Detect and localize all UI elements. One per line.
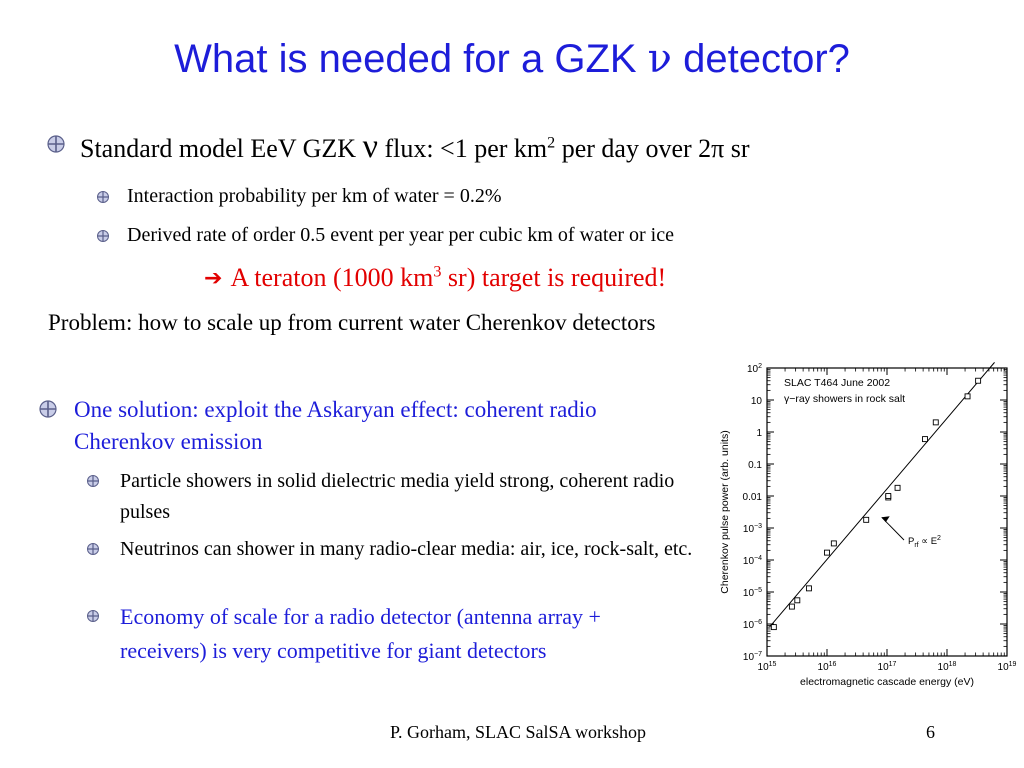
y-axis-label: Cherenkov pulse power (arb. units) <box>719 430 731 594</box>
nu-symbol: ν <box>362 128 378 165</box>
title-text-post: detector? <box>672 37 850 81</box>
sub-bullet-derived-rate-text: Derived rate of order 0.5 event per year per cubic km of water or ice <box>127 224 674 246</box>
bullet1-text-a: Standard model EeV GZK <box>80 134 363 163</box>
arrow-right-icon: ➔ <box>204 266 223 291</box>
slide-title <box>0 36 1024 82</box>
circle-plus-bullet-icon <box>86 542 100 556</box>
y-tick-label: 0.1 <box>748 460 762 471</box>
teraton-highlight <box>204 263 666 293</box>
sub-bullet-particle-showers-text: Particle showers in solid dielectric media yield strong, coherent radio pulses <box>120 470 675 523</box>
teraton-superscript: 3 <box>433 263 442 281</box>
data-point <box>831 541 836 546</box>
bullet-standard-model <box>46 128 750 166</box>
sub-bullet-neutrinos <box>86 534 706 565</box>
x-axis-label: electromagnetic cascade energy (eV) <box>800 676 974 688</box>
data-point <box>895 485 900 490</box>
slide-number: 6 <box>926 722 935 742</box>
circle-plus-bullet-icon <box>96 229 110 243</box>
data-point <box>825 550 830 555</box>
annotation-label: $P_{rf} \propto E^2$ <box>908 535 941 549</box>
title-nu-symbol: ν <box>647 36 672 82</box>
y-tick-label: 10 <box>750 396 762 407</box>
bullet1-text-b: flux: <1 per km <box>377 134 548 163</box>
title-text-pre: What is needed for a GZK <box>174 37 648 81</box>
sub-bullet-economy-text: Economy of scale for a radio detector (antenna array + receivers) is very competitive for giant detectors <box>120 604 601 663</box>
chart-title: SLAC T464 June 2002 <box>784 377 891 389</box>
sub-bullet-economy <box>86 600 706 668</box>
y-tick-label: $10^2$ <box>746 363 762 375</box>
sub-bullet-interaction <box>96 185 502 208</box>
cherenkov-power-chart <box>712 362 1017 696</box>
sub-bullet-derived-rate <box>96 224 674 247</box>
circle-plus-bullet-icon <box>46 134 66 154</box>
data-point <box>965 394 970 399</box>
data-point <box>806 586 811 591</box>
y-tick-label: 1 <box>756 428 762 439</box>
data-point <box>933 420 938 425</box>
sub-bullet-neutrinos-text: Neutrinos can shower in many radio-clear media: air, ice, rock-salt, etc. <box>120 538 693 560</box>
bullet-standard-model-text <box>80 128 750 166</box>
chart-subtitle: γ−ray showers in rock salt <box>784 393 906 405</box>
data-point <box>923 437 928 442</box>
problem-statement: Problem: how to scale up from current water Cherenkov detectors <box>48 310 656 335</box>
circle-plus-bullet-icon <box>86 609 100 623</box>
data-point <box>789 604 794 609</box>
bullet1-text-c: per day over 2π sr <box>555 134 750 163</box>
y-tick-label: $10^{-3}$ <box>742 523 762 535</box>
teraton-text-a: A teraton (1000 km <box>230 263 434 292</box>
bullet-askaryan-text: One solution: exploit the Askaryan effect: coherent radio Cherenkov emission <box>74 397 597 454</box>
x-tick-label: $10^{16}$ <box>817 661 837 673</box>
y-tick-label: 0.01 <box>742 492 762 503</box>
footer-author: P. Gorham, SLAC SalSA workshop <box>390 722 647 742</box>
circle-plus-bullet-icon <box>38 399 58 419</box>
bullet-askaryan <box>38 394 698 458</box>
x-tick-label: $10^{19}$ <box>997 661 1017 673</box>
data-point <box>976 378 981 383</box>
teraton-text <box>230 263 666 293</box>
data-point <box>771 625 776 630</box>
x-tick-label: $10^{15}$ <box>757 661 777 673</box>
circle-plus-bullet-icon <box>96 190 110 204</box>
y-tick-label: $10^{-6}$ <box>742 619 762 631</box>
sub-bullet-interaction-text: Interaction probability per km of water = 0.2% <box>127 185 502 207</box>
y-tick-label: $10^{-7}$ <box>742 651 762 663</box>
data-point <box>886 494 891 499</box>
teraton-text-b: sr) target is required! <box>441 263 667 292</box>
sub-bullet-particle-showers <box>86 466 706 528</box>
y-tick-label: $10^{-4}$ <box>742 555 762 567</box>
x-tick-label: $10^{18}$ <box>937 661 957 673</box>
bullet1-superscript: 2 <box>547 134 556 152</box>
circle-plus-bullet-icon <box>86 474 100 488</box>
y-tick-label: $10^{-5}$ <box>742 587 762 599</box>
data-point <box>864 517 869 522</box>
x-tick-label: $10^{17}$ <box>877 661 897 673</box>
data-point <box>795 598 800 603</box>
